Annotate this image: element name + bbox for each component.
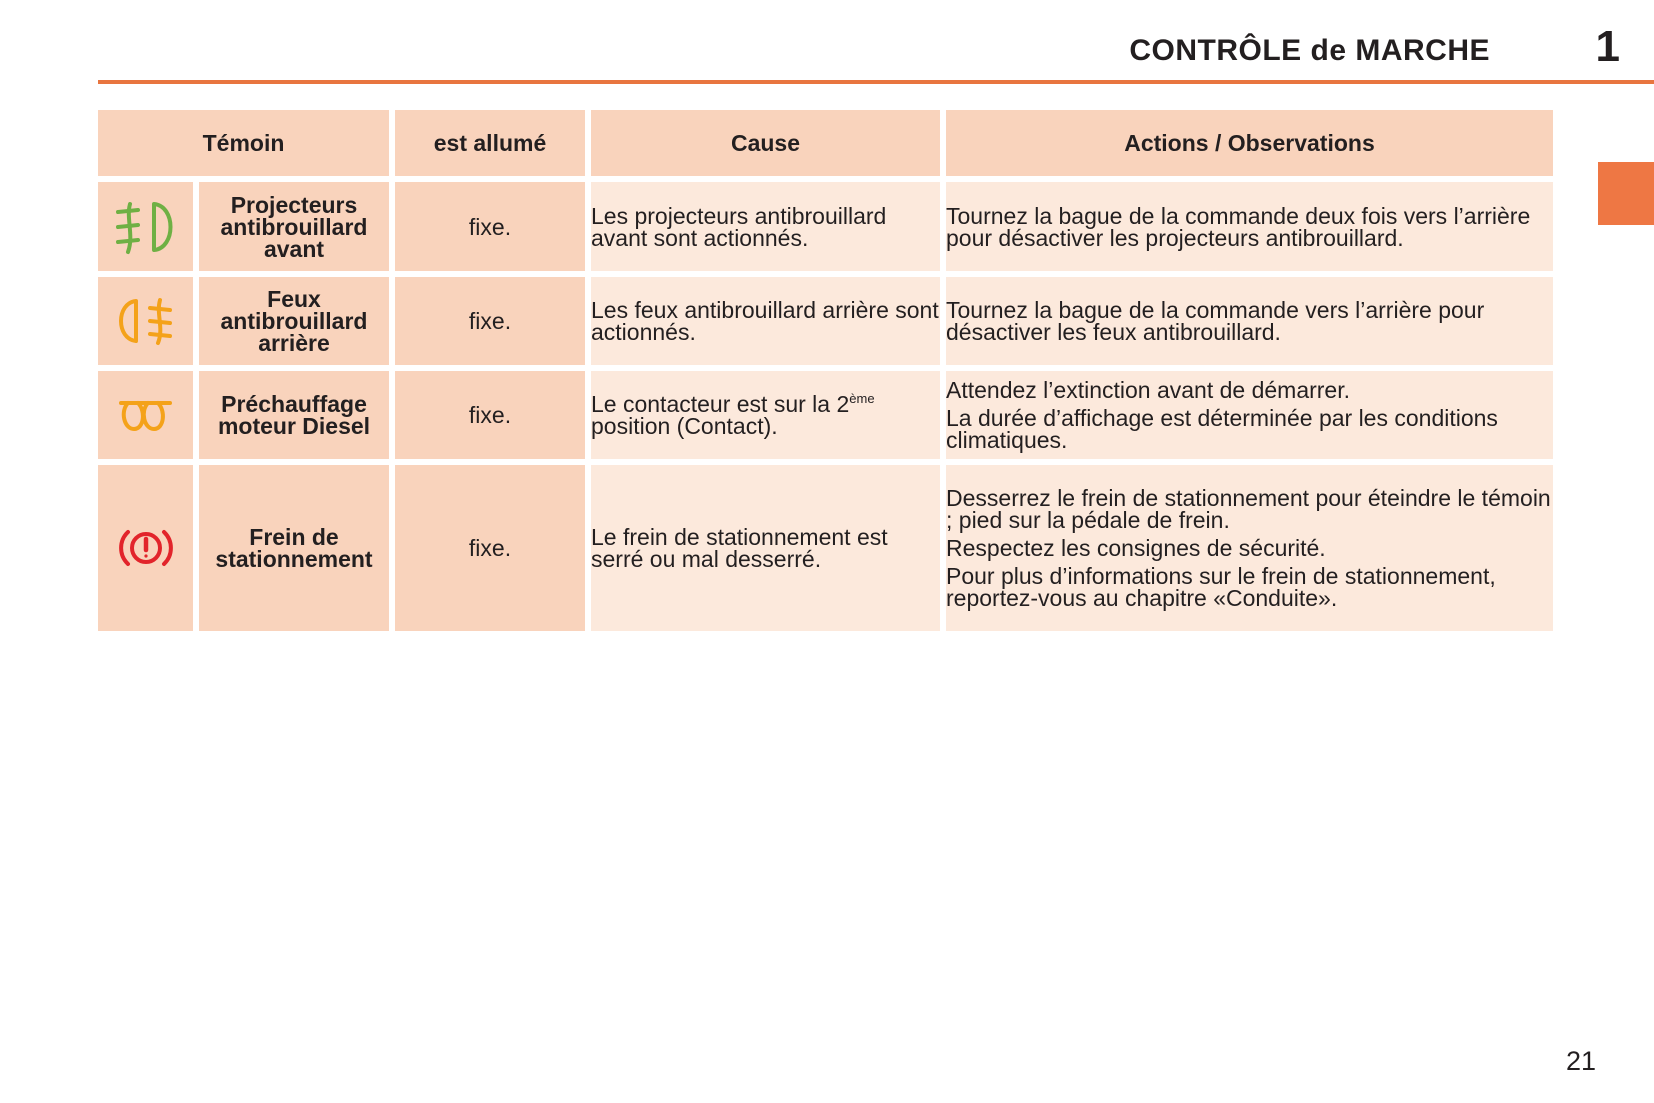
icon-cell (98, 465, 199, 631)
rear-fog-lamp-icon (118, 296, 174, 346)
action-paragraph: Desserrez le frein de stationnement pour éteindre le témoin ; pied sur la pédale de frein. (946, 485, 1551, 533)
header-indicator: Témoin (98, 110, 395, 182)
indicator-name: Frein de stationnement (199, 465, 395, 631)
indicator-cause (591, 371, 946, 465)
header-cause: Cause (591, 110, 946, 182)
indicator-cause: Le frein de stationnement est serré ou mal desserré. (591, 465, 946, 631)
action-paragraph: Tournez la bague de la commande vers l’arrière pour désactiver les feux antibrouillard. (946, 297, 1485, 345)
action-paragraph: Tournez la bague de la commande deux fois vers l’arrière pour désactiver les projecteurs antibrouillard. (946, 202, 1531, 251)
table-header-row (98, 110, 1553, 182)
indicator-name: Projecteurs antibrouillard avant (199, 182, 395, 277)
action-paragraph: La durée d’affichage est déterminée par les conditions climatiques. (946, 405, 1498, 453)
indicator-cause: Les feux antibrouillard arrière sont actionnés. (591, 277, 946, 371)
indicator-actions (946, 182, 1553, 277)
table-row (98, 182, 1553, 277)
cause-text: position (Contact). (591, 413, 778, 439)
icon-cell (98, 371, 199, 465)
indicator-actions (946, 465, 1553, 631)
indicator-actions (946, 371, 1553, 465)
header-actions: Actions / Observations (946, 110, 1553, 182)
action-paragraph: Attendez l’extinction avant de démarrer. (946, 377, 1351, 403)
cause-text: Le contacteur est sur la 2 (591, 391, 850, 417)
table-row (98, 277, 1553, 371)
indicator-name: Préchauffage moteur Diesel (199, 371, 395, 465)
indicator-name: Feux antibrouillard arrière (199, 277, 395, 371)
header-divider (98, 80, 1654, 84)
ordinal-suffix: ème (849, 391, 875, 406)
indicator-table (98, 110, 1553, 631)
parking-brake-icon (118, 526, 174, 570)
action-paragraph: Respectez les consignes de sécurité. (946, 535, 1326, 561)
page-title: CONTRÔLE de MARCHE (1129, 34, 1490, 67)
chapter-number: 1 (1595, 22, 1620, 71)
icon-cell (98, 182, 199, 277)
indicator-state: fixe. (395, 277, 591, 371)
action-paragraph: Pour plus d’informations sur le frein de stationnement, reportez-vous au chapitre «Conduite». (946, 563, 1496, 611)
indicator-cause: Les projecteurs antibrouillard avant sont actionnés. (591, 182, 946, 277)
table-row (98, 371, 1553, 465)
header-state: est allumé (395, 110, 591, 182)
indicator-state: fixe. (395, 371, 591, 465)
front-fog-lamp-icon (114, 198, 178, 256)
table-row (98, 465, 1553, 631)
icon-cell (98, 277, 199, 371)
diesel-preheat-icon (118, 395, 174, 435)
chapter-side-tab (1598, 162, 1654, 225)
indicator-actions (946, 277, 1553, 371)
page-number: 21 (1565, 1046, 1596, 1076)
indicator-state: fixe. (395, 465, 591, 631)
indicator-state: fixe. (395, 182, 591, 277)
